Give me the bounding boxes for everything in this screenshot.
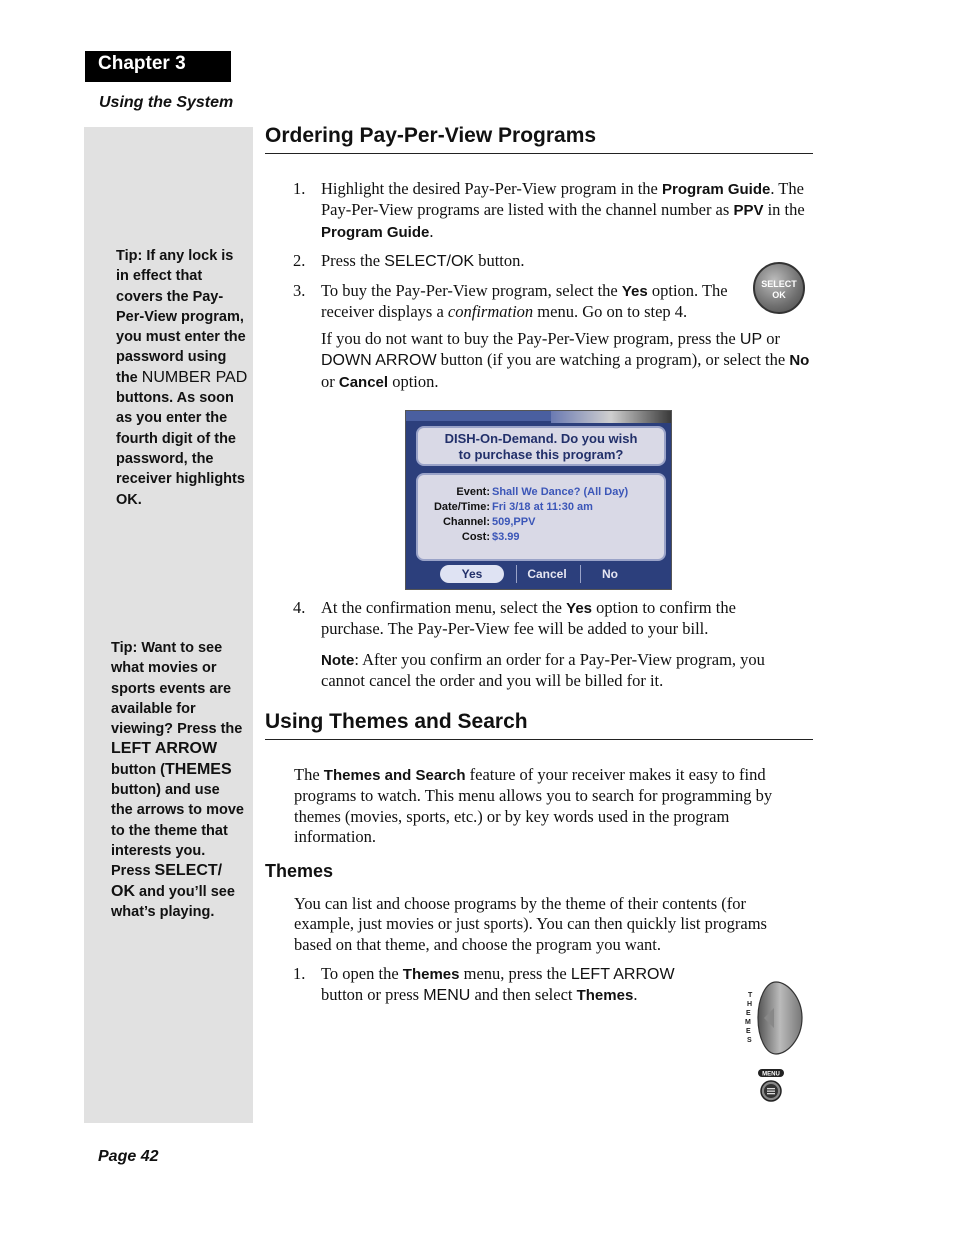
tip-lock: Tip: If any lock is in effect that covers the Pay-Per-View program, you must enter the password using the NUMBER PAD buttons. As soon as you enter the fourth digit of the password, the receiver highlights OK.	[116, 248, 248, 508]
step-number: 2.	[293, 251, 306, 270]
chapter-label: Chapter 3	[85, 51, 231, 82]
themes-intro: The Themes and Search feature of your receiver makes it easy to find programs to watch. This menu allows you to search for programming by themes (movies, sports, etc.) or by key words used in the program information.	[294, 765, 773, 847]
step-3-extra: If you do not want to buy the Pay-Per-View program, press the UP or DOWN ARROW button (if you are watching a program), or select the No or Cancel option.	[321, 329, 810, 391]
cancel-button: Cancel	[516, 565, 577, 583]
themes-arrow-icon	[740, 978, 806, 1058]
step-number: 1.	[293, 179, 306, 198]
svg-text:MENU: MENU	[762, 1071, 780, 1078]
step-number: 3.	[293, 281, 306, 300]
svg-text:E: E	[746, 1010, 751, 1017]
ppv-heading: Ordering Pay-Per-View Programs	[265, 124, 597, 147]
section-title: Using the System	[99, 94, 234, 111]
yes-button: Yes	[440, 565, 504, 583]
themes-subheading: Themes	[265, 861, 334, 881]
svg-text:M: M	[745, 1019, 751, 1026]
dialog-title: DISH-On-Demand. Do you wish to purchase this program?	[416, 426, 666, 466]
heading-rule	[265, 739, 813, 740]
heading-rule	[265, 153, 813, 154]
step-1-text: Highlight the desired Pay-Per-View program in the Program Guide. The Pay-Per-View programs are listed with the channel number as PPV in the Program Guide.	[321, 179, 805, 241]
step-3-text: To buy the Pay-Per-View program, select the Yes option. The receiver displays a confirmation menu. Go on to step 4.	[321, 281, 728, 322]
select-ok-icon: SELECT OK	[753, 262, 805, 314]
no-button: No	[580, 565, 639, 583]
page-number: Page 42	[98, 1148, 159, 1165]
step-number: 1.	[293, 964, 306, 983]
menu-button-icon	[755, 1068, 787, 1104]
themes-body: You can list and choose programs by the theme of their contents (for example, just movies or just sports). You can then quickly list programs based on that theme, and choose the program you want.	[294, 894, 767, 954]
step-4-text: At the confirmation menu, select the Yes option to confirm the purchase. The Pay-Per-View fee will be added to your bill.	[321, 598, 736, 639]
dialog-details: Event: Shall We Dance? (All Day) Date/Time: Fri 3/18 at 11:30 am Channel: 509,PPV Cost: $3.99	[416, 473, 666, 561]
svg-text:H: H	[747, 1001, 753, 1008]
themes-step-1: To open the Themes menu, press the LEFT ARROW button or press MENU and then select Themes.	[321, 964, 675, 1005]
svg-text:T: T	[748, 992, 753, 999]
tip-themes: Tip: Want to see what movies or sports events are available for viewing? Press the LEFT ARROW button (THEMES button) and use the arrows to move to the theme that interests you. Press SELECT/ OK and you’ll see what’s playing.	[111, 640, 244, 920]
step-2-text: Press the SELECT/OK button.	[321, 251, 525, 270]
note: Note: After you confirm an order for a Pay-Per-View program, you cannot cancel the order and you will be billed for it.	[321, 650, 765, 691]
step-number: 4.	[293, 598, 306, 617]
svg-text:E: E	[746, 1028, 751, 1035]
confirmation-screenshot	[405, 410, 672, 590]
svg-text:S: S	[747, 1037, 752, 1044]
themes-search-heading: Using Themes and Search	[265, 710, 528, 733]
